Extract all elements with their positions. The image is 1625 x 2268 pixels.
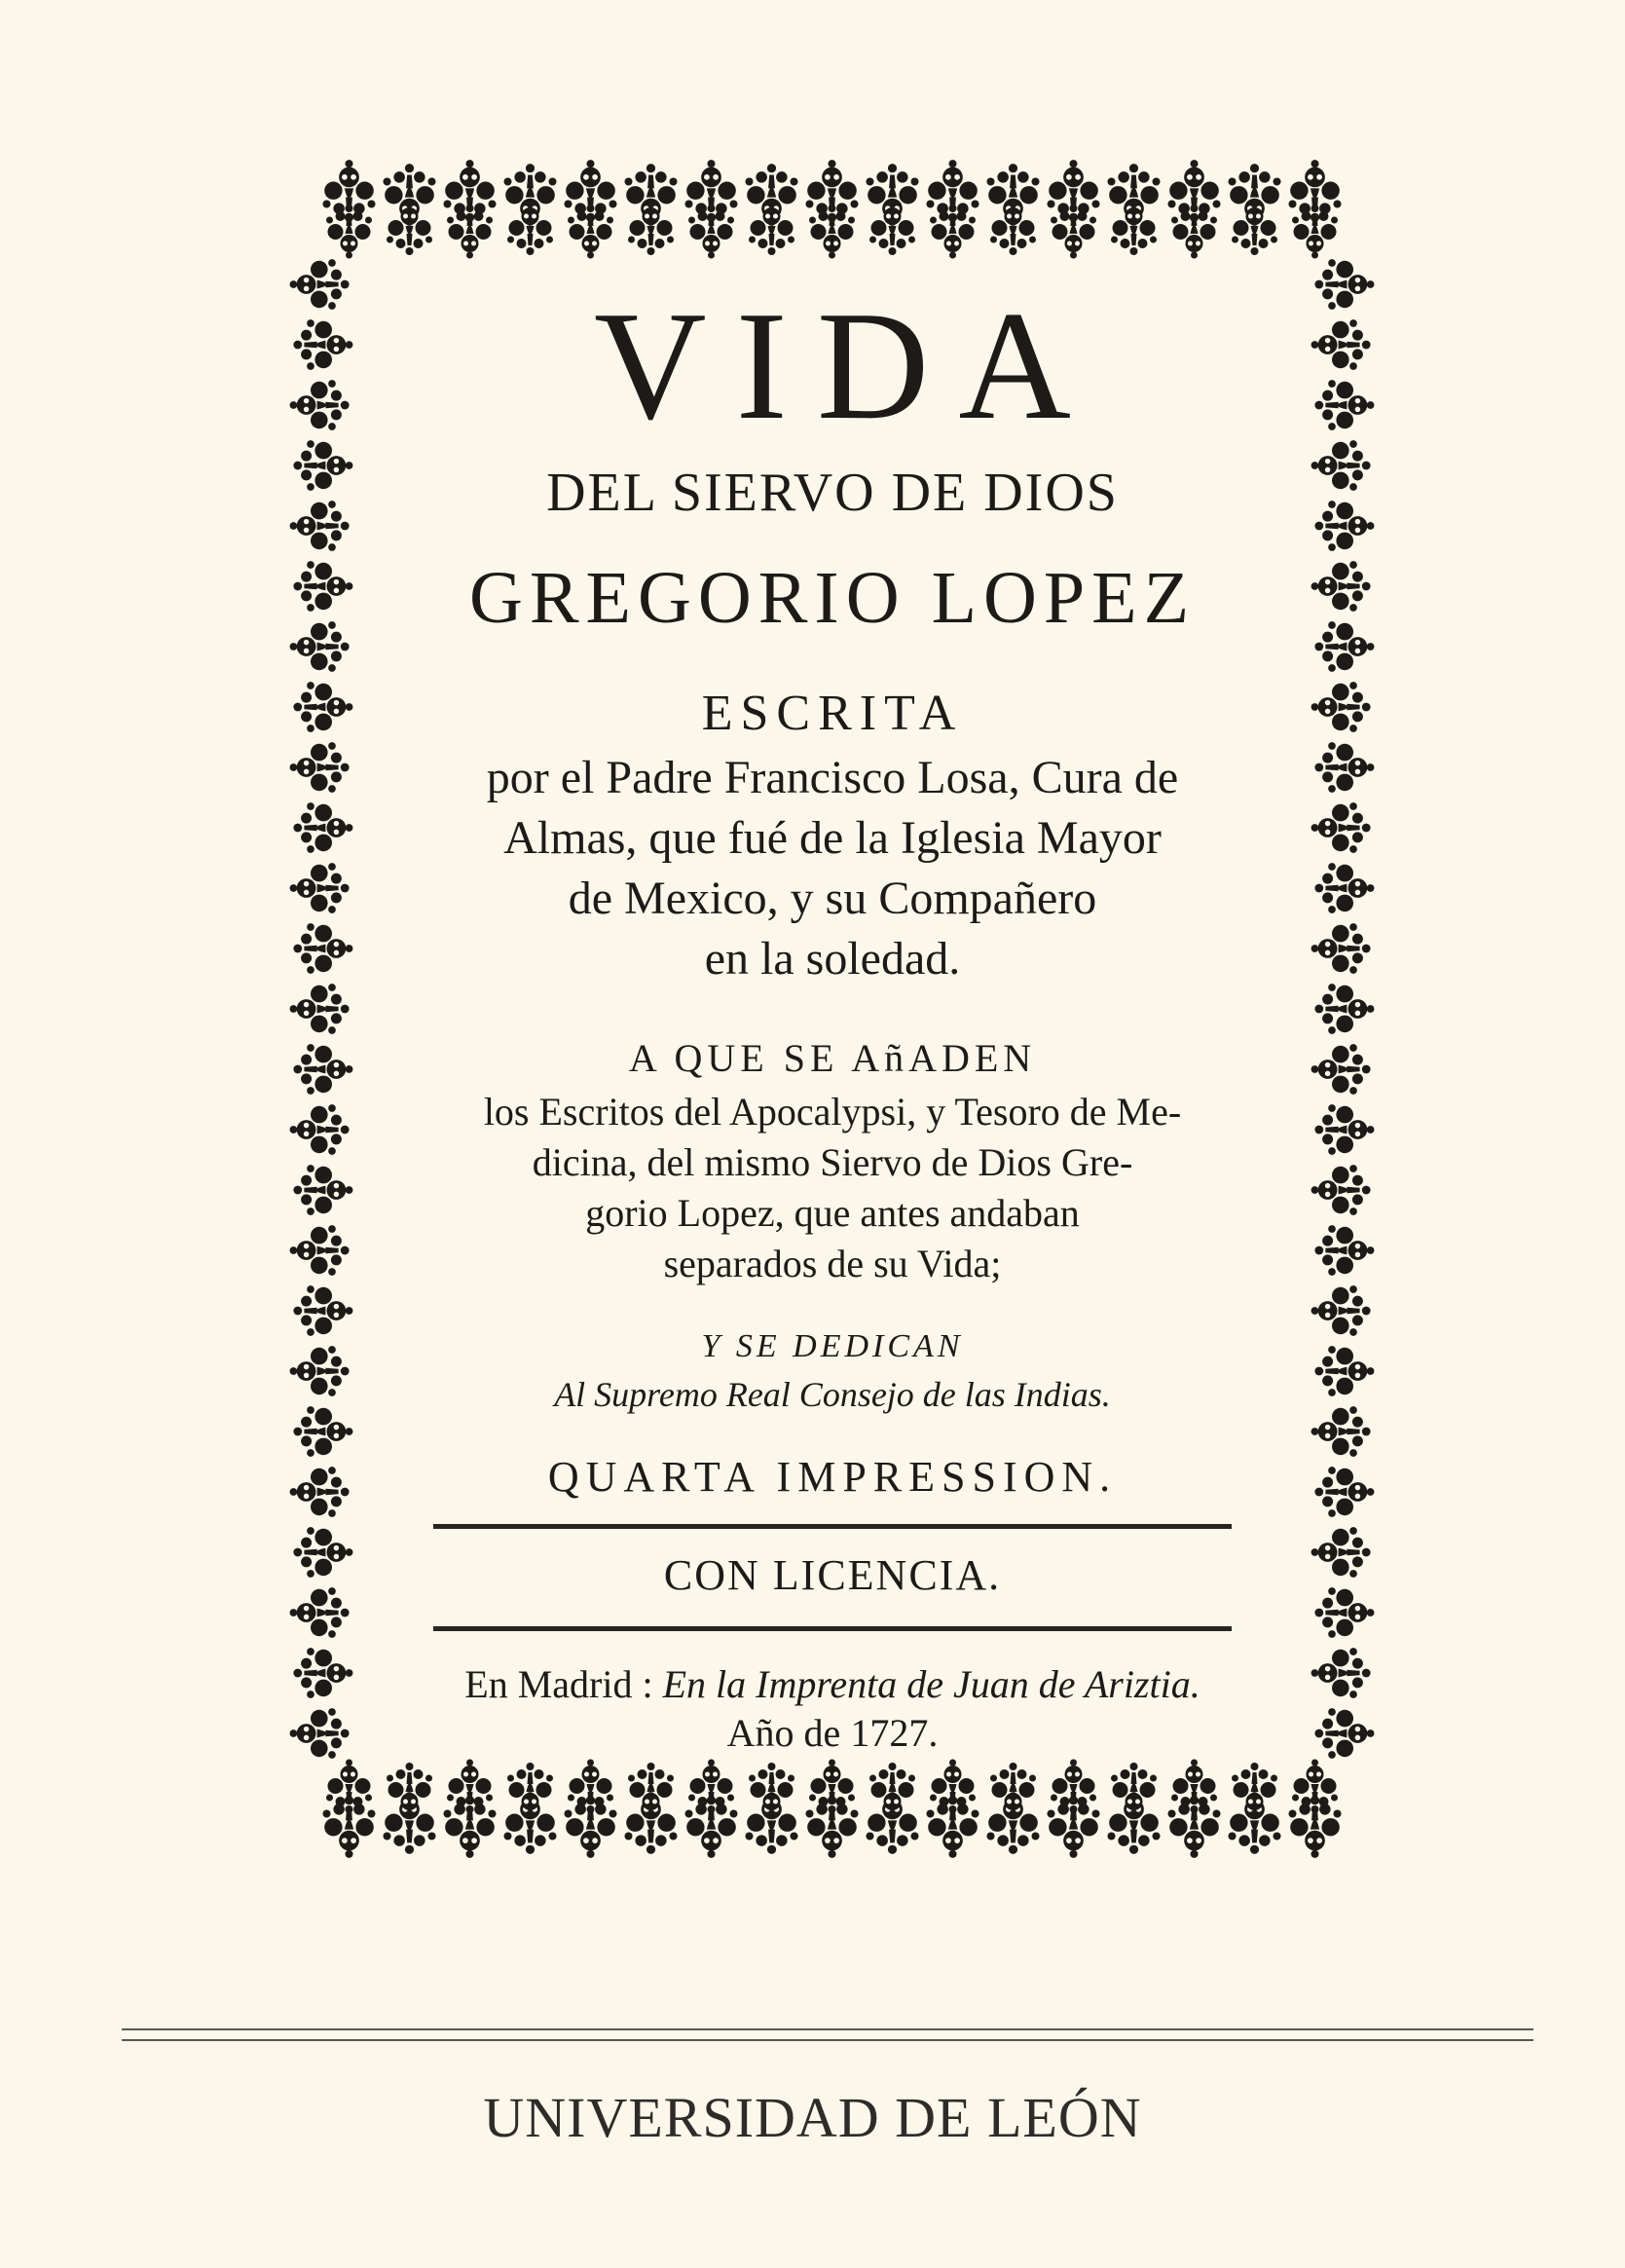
fleuron-icon [290,863,350,913]
fleuron-icon [290,380,350,430]
fleuron-icon [290,1104,350,1155]
fleuron-icon [805,1796,858,1858]
fleuron-icon [990,1763,1036,1817]
fleuron-icon [1167,160,1220,222]
dedicatoria-line: Al Supremo Real Consejo de las Indias. [554,1375,1111,1414]
footer-rule-top [122,2028,1533,2030]
subject-name: GREGORIO LOPEZ [468,557,1197,639]
fleuron-icon [293,1527,352,1578]
author-line-1: por el Padre Francisco Losa, Cura de [486,752,1179,803]
fleuron-icon [1314,1225,1374,1276]
fleuron-icon [293,802,352,853]
fleuron-icon [1232,1763,1277,1817]
fleuron-icon [290,1467,350,1517]
fleuron-icon [1232,202,1277,256]
fleuron-icon [290,1708,350,1759]
fleuron-icon [1111,202,1157,256]
fleuron-icon [290,1225,350,1276]
fleuron-icon [1314,742,1374,793]
fleuron-icon [293,319,352,370]
divider-rule-bottom [433,1626,1232,1631]
subtitle: DEL SIERVO DE DIOS [546,463,1119,523]
publisher-name: UNIVERSIDAD DE LEÓN [483,2086,1142,2149]
fleuron-icon [1051,204,1096,259]
fleuron-icon [1314,259,1374,310]
fleuron-icon [1314,621,1374,672]
fleuron-icon [930,1760,976,1814]
fleuron-icon [1051,1760,1096,1814]
fleuron-icon [749,1763,794,1817]
fleuron-icon [1167,1796,1220,1858]
imprint-printer: En la Imprenta de Juan de Ariztia. [662,1662,1200,1706]
fleuron-icon [1111,1763,1157,1817]
fleuron-icon [1047,1796,1099,1858]
fleuron-icon [507,1763,553,1817]
fleuron-icon [293,1285,352,1336]
fleuron-icon [293,1165,352,1215]
imprint-place: En Madrid : [464,1662,653,1706]
fleuron-icon [749,202,794,256]
fleuron-icon [568,204,613,259]
fleuron-icon [1314,501,1374,551]
fleuron-icon [564,1796,616,1858]
fleuron-icon [1314,1467,1374,1517]
fleuron-icon [1311,1165,1371,1215]
fleuron-icon [326,1760,372,1814]
fleuron-icon [1171,204,1217,259]
fleuron-icon [1311,1285,1371,1336]
fleuron-icon [443,1796,496,1858]
fleuron-icon [507,202,553,256]
fleuron-icon [1314,1587,1374,1638]
anaden-line-1: los Escritos del Apocalypsi, y Tesoro de Me- [483,1090,1182,1134]
fleuron-icon [290,1346,350,1396]
author-line-2: Almas, que fué de la Iglesia Mayor [503,812,1162,864]
fleuron-icon [1314,1708,1374,1759]
fleuron-icon [290,501,350,551]
fleuron-icon [809,1760,855,1814]
fleuron-icon [1292,204,1338,259]
fleuron-icon [1171,1760,1217,1814]
imprint-year: Año de 1727. [726,1711,939,1755]
fleuron-icon [688,1760,734,1814]
fleuron-icon [1311,1406,1371,1457]
fleuron-icon [1311,802,1371,853]
fleuron-icon [293,1648,352,1698]
edition-line: QUARTA IMPRESSION. [547,1453,1118,1501]
fleuron-icon [805,160,858,222]
anaden-line-2: dicina, del mismo Siervo de Dios Gre- [532,1140,1133,1184]
fleuron-icon [1292,1760,1338,1814]
fleuron-icon [1311,682,1371,732]
fleuron-icon [447,1760,493,1814]
fleuron-icon [568,1760,613,1814]
main-title: VIDA [594,279,1100,452]
fleuron-icon [684,1796,737,1858]
fleuron-icon [1288,1796,1341,1858]
footer-rule-bottom [122,2039,1533,2041]
fleuron-icon [684,160,737,222]
fleuron-icon [293,440,352,491]
author-line-3: de Mexico, y su Compañero [568,873,1097,924]
fleuron-icon [628,1763,674,1817]
fleuron-icon [809,204,855,259]
fleuron-icon [628,202,674,256]
title-page-text [409,279,1256,1507]
fleuron-icon [293,923,352,974]
anaden-line-4: separados de su Vida; [663,1242,1002,1285]
fleuron-icon [290,1587,350,1638]
fleuron-icon [443,160,496,222]
divider-rule-top [433,1524,1232,1529]
fleuron-icon [1314,1104,1374,1155]
fleuron-icon [322,1796,375,1858]
fleuron-icon [1314,863,1374,913]
fleuron-icon [1314,1346,1374,1396]
fleuron-icon [290,984,350,1034]
fleuron-icon [869,202,915,256]
fleuron-icon [293,1406,352,1457]
fleuron-icon [293,1044,352,1095]
fleuron-icon [290,259,350,310]
fleuron-icon [1288,160,1341,222]
fleuron-icon [447,204,493,259]
author-line-4: en la soledad. [704,933,961,985]
fleuron-icon [1311,1527,1371,1578]
fleuron-icon [1311,440,1371,491]
fleuron-icon [1311,1044,1371,1095]
fleuron-icon [293,561,352,612]
licencia-line: CON LICENCIA. [663,1551,1002,1599]
fleuron-icon [322,160,375,222]
anaden-line-3: gorio Lopez, que antes andaban [585,1191,1080,1235]
fleuron-icon [930,204,976,259]
fleuron-icon [1047,160,1099,222]
fleuron-icon [926,1796,979,1858]
fleuron-icon [290,621,350,672]
fleuron-icon [990,202,1036,256]
fleuron-icon [387,1763,432,1817]
fleuron-icon [326,204,372,259]
fleuron-icon [1311,319,1371,370]
dedican-heading: Y SE DEDICAN [701,1328,964,1364]
escrita-heading: ESCRITA [701,686,964,741]
fleuron-icon [688,204,734,259]
fleuron-icon [1314,380,1374,430]
fleuron-icon [1311,923,1371,974]
fleuron-icon [1311,1648,1371,1698]
fleuron-icon [1314,984,1374,1034]
fleuron-icon [564,160,616,222]
fleuron-icon [293,682,352,732]
fleuron-icon [1311,561,1371,612]
fleuron-icon [290,742,350,793]
fleuron-icon [387,202,432,256]
anaden-heading: A QUE SE AñADEN [628,1036,1037,1080]
fleuron-icon [869,1763,915,1817]
fleuron-icon [926,160,979,222]
imprint [409,1660,1256,1758]
